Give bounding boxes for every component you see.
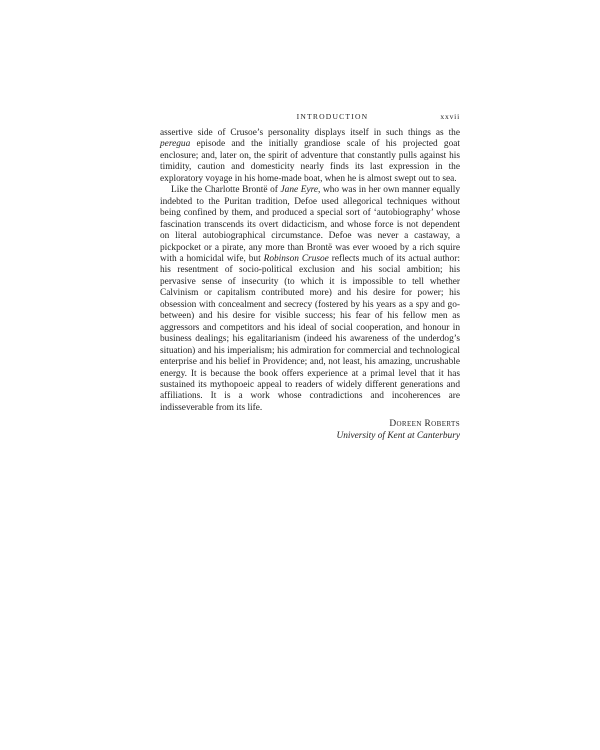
running-head-title: INTRODUCTION: [296, 112, 369, 121]
paragraph: [160, 185, 460, 414]
text-run: Like the Charlotte Brontë of: [171, 185, 281, 196]
text-run: assertive side of Crusoe’s personality displays itself in such things as the: [160, 128, 460, 138]
author-name: Doreen Roberts: [389, 419, 460, 430]
running-head: [160, 112, 460, 121]
author-affiliation: University of Kent at Canterbury: [336, 430, 460, 441]
paragraph-continued: [160, 128, 460, 185]
text-run: , who was in her own manner equally indebted to the Puritan tradition, Defoe used allegorical techniques without being confined by them, and produced a special sort of ‘autobiography’ whose fascination transcends its overt didacticism, and whose force is not dependent on literal autobiographical circumstance. Defoe was never a castaway, a pickpocket or a pirate, any more than Brontë was ever wooed by a rich squire with a homicidal wife, but: [160, 185, 461, 264]
author-signature: [160, 419, 460, 442]
text-run: episode and the initially grandiose scale of his projected goat enclosure; and, later on, the spirit of adventure that constantly pulls against his timidity, caution and domesticity nearly finds its last expression in the exploratory voyage in his home-made boat, when he is almost swept out to sea.: [160, 139, 460, 184]
book-page: [160, 112, 460, 442]
italic-title: Jane Eyre: [280, 185, 319, 196]
page-number: xxvii: [440, 112, 460, 121]
italic-title: Robinson Crusoe: [263, 253, 329, 264]
body-text: [160, 128, 460, 414]
italic-title: peregua: [160, 139, 191, 150]
text-run: reflects much of its actual author: his resentment of socio-political exclusion and his social ambition; his pervasive sense of insecurity (to which it is impossible to tell whether Calvinism or capitalism contributed more) and his desire for power; his obsession with concealment and secrecy (fostered by his years as a spy and go-between) and his desire for visible success; his fear of his fellow men as aggressors and competitors and his ideal of social cooperation, and honour in business dealings; his egalitarianism (indeed his awareness of the underdog’s situation) and his imperialism; his admiration for commercial and technological enterprise and his belief in Providence; and, not least, his amazing, uncrushable energy. It is because the book offers experience at a primal level that it has sustained its mythopoeic appeal to readers of widely different generations and affiliations. It is a work whose contradictions and incoherences are indisseverable from its life.: [160, 253, 460, 413]
